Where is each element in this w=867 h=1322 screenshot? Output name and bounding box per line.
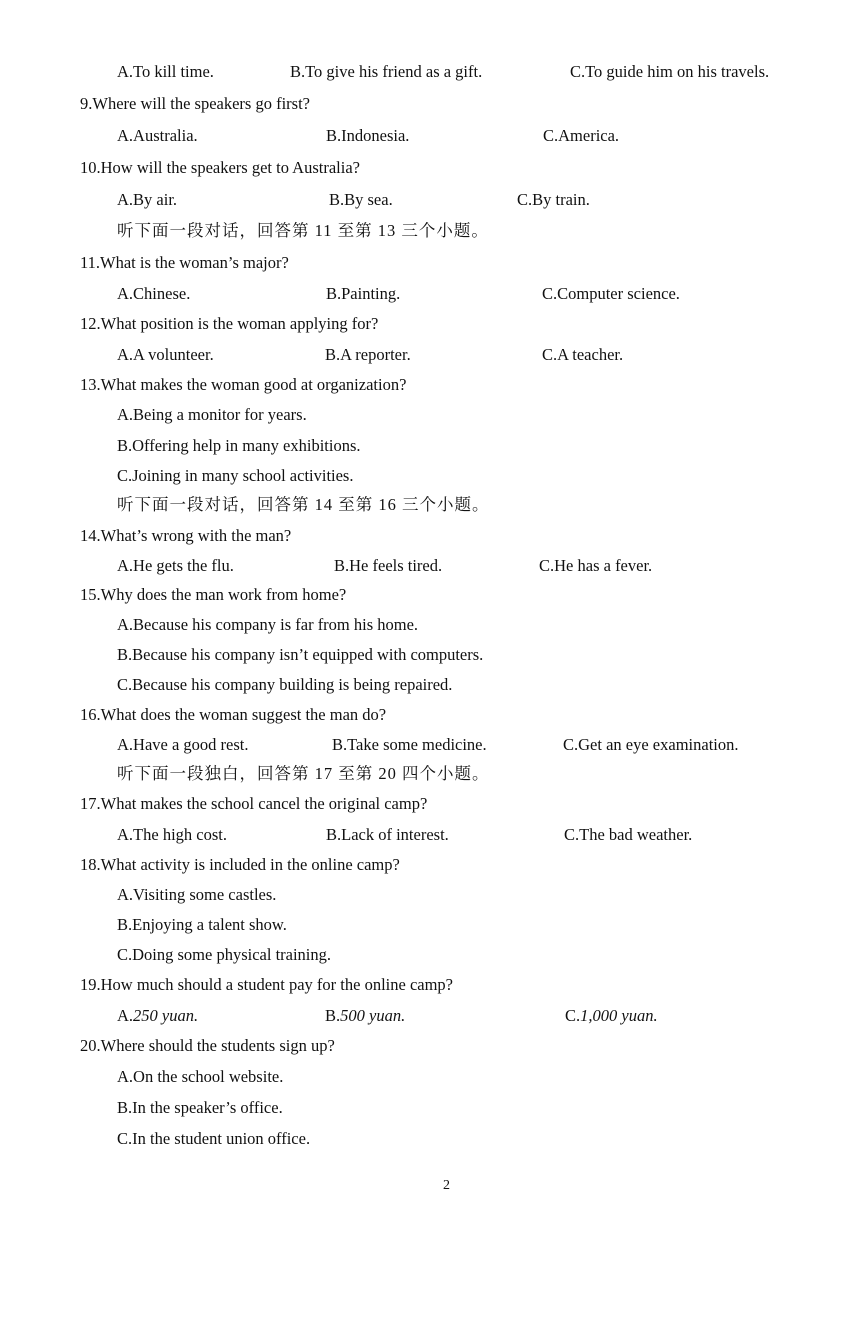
page-number: 2 <box>443 1178 450 1193</box>
q8-option-c: C.To guide him on his travels. <box>570 62 770 81</box>
q14-option-c: C.He has a fever. <box>539 556 653 575</box>
q13-option-a: A.Being a monitor for years. <box>117 405 307 424</box>
q19-option-c <box>565 1006 658 1026</box>
q10-stem: 10.How will the speakers get to Australia? <box>80 158 360 177</box>
q17-option-c: C.The bad weather. <box>564 825 693 844</box>
q18-option-b: B.Enjoying a talent show. <box>117 915 287 934</box>
q11-option-a: A.Chinese. <box>117 284 191 303</box>
q17-option-b: B.Lack of interest. <box>326 825 449 844</box>
q18-stem: 18.What activity is included in the online camp? <box>80 855 400 874</box>
q12-option-a: A.A volunteer. <box>117 345 214 364</box>
q11-stem: 11.What is the woman’s major? <box>80 253 289 272</box>
q8-option-b: B.To give his friend as a gift. <box>290 62 483 81</box>
q9-option-a: A.Australia. <box>117 126 198 145</box>
q16-option-c: C.Get an eye examination. <box>563 735 739 754</box>
price-amount: 250 yuan. <box>133 1006 199 1025</box>
price-amount: 500 yuan. <box>340 1006 406 1025</box>
q13-option-b: B.Offering help in many exhibitions. <box>117 436 361 455</box>
q8-option-a: A.To kill time. <box>117 62 214 81</box>
q9-option-c: C.America. <box>543 126 620 145</box>
q16-option-a: A.Have a good rest. <box>117 735 249 754</box>
q16-stem: 16.What does the woman suggest the man do? <box>80 705 387 724</box>
q13-stem: 13.What makes the woman good at organization? <box>80 375 407 394</box>
q20-option-a: A.On the school website. <box>117 1067 284 1086</box>
option-letter: C. <box>565 1006 581 1025</box>
q10-option-c: C.By train. <box>517 190 590 209</box>
q16-option-b: B.Take some medicine. <box>332 735 487 754</box>
q15-option-a: A.Because his company is far from his home. <box>117 615 419 634</box>
q15-stem: 15.Why does the man work from home? <box>80 585 347 604</box>
q10-option-b: B.By sea. <box>329 190 393 209</box>
q14-stem: 14.What’s wrong with the man? <box>80 526 292 545</box>
q19-option-b <box>325 1006 405 1026</box>
q12-option-b: B.A reporter. <box>325 345 411 364</box>
q9-option-b: B.Indonesia. <box>326 126 410 145</box>
q12-stem: 12.What position is the woman applying for? <box>80 314 379 333</box>
q19-stem: 19.How much should a student pay for the online camp? <box>80 975 453 994</box>
q20-option-c: C.In the student union office. <box>117 1129 311 1148</box>
q13-option-c: C.Joining in many school activities. <box>117 466 354 485</box>
option-letter: A. <box>117 1006 134 1025</box>
price-amount: 1,000 yuan. <box>580 1006 658 1025</box>
q17-option-a: A.The high cost. <box>117 825 227 844</box>
q18-option-a: A.Visiting some castles. <box>117 885 277 904</box>
section-instruction-11-13: 听下面一段对话，回答第 11 至第 13 三个小题。 <box>117 221 489 240</box>
q12-option-c: C.A teacher. <box>542 345 624 364</box>
section-instruction-17-20: 听下面一段独白，回答第 17 至第 20 四个小题。 <box>117 764 490 783</box>
q11-option-c: C.Computer science. <box>542 284 680 303</box>
q14-option-a: A.He gets the flu. <box>117 556 234 575</box>
q10-option-a: A.By air. <box>117 190 178 209</box>
q19-option-a <box>117 1006 198 1026</box>
q15-option-c: C.Because his company building is being repaired. <box>117 675 453 694</box>
q15-option-b: B.Because his company isn’t equipped with computers. <box>117 645 484 664</box>
q11-option-b: B.Painting. <box>326 284 401 303</box>
q20-option-b: B.In the speaker’s office. <box>117 1098 283 1117</box>
q9-stem: 9.Where will the speakers go first? <box>80 94 311 113</box>
q18-option-c: C.Doing some physical training. <box>117 945 332 964</box>
section-instruction-14-16: 听下面一段对话，回答第 14 至第 16 三个小题。 <box>117 495 490 514</box>
q17-stem: 17.What makes the school cancel the original camp? <box>80 794 428 813</box>
q20-stem: 20.Where should the students sign up? <box>80 1036 335 1055</box>
option-letter: B. <box>325 1006 341 1025</box>
q14-option-b: B.He feels tired. <box>334 556 443 575</box>
